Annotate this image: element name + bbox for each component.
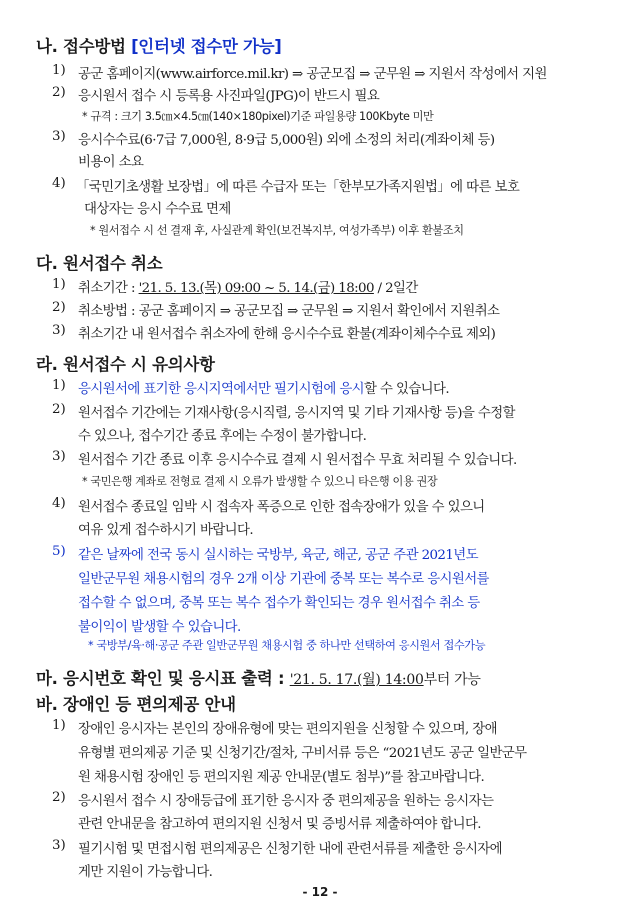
section-title: 라. 원서접수 시 유의사항	[36, 355, 215, 374]
ra-note-3: * 국민은행 계좌로 전형료 결제 시 오류가 발생할 수 있으니 타은행 이용 권장	[82, 475, 438, 488]
section-title: 마. 응시번호 확인 및 응시표 출력 :	[36, 669, 290, 688]
item-number: 2)	[52, 790, 66, 805]
na-note-2: * 규격 : 크기 3.5㎝×4.5㎝(140×180pixel)기준 파일용량 100Kbyte 미만	[82, 110, 434, 123]
section-title: 바. 장애인 등 편의제공 안내	[36, 695, 236, 714]
ra-item-1	[78, 378, 449, 397]
ra-item-3: 원서접수 기간 종료 이후 응시수수료 결제 시 원서접수 무효 처리될 수 있습니다.	[78, 453, 517, 468]
na-item-2: 응시원서 접수 시 등록용 사진파일(JPG)이 반드시 필요	[78, 89, 380, 104]
ra-note-5: * 국방부/육·해·공군 주관 일반군무원 채용시험 중 하나만 선택하여 응시원서 접수가능	[88, 639, 486, 652]
item-number: 2)	[52, 300, 66, 315]
section-heading-da	[36, 250, 626, 274]
na-item-3-line-2: 비용이 소요	[78, 155, 144, 170]
exam-region-warning: 응시원서에 표기한 응시지역에서만 필기시험에 응시	[78, 382, 365, 397]
section-title: 나. 접수방법	[36, 37, 132, 56]
page-number: - 12 -	[302, 885, 338, 899]
na-item-4-line-1: 「국민기초생활 보장법」에 따른 수급자 또는「한부모가족지원법」에 따른 보호	[76, 180, 520, 195]
na-item-4-line-2: 대상자는 응시 수수료 면제	[84, 202, 231, 217]
ba-item-1-line-1: 장애인 응시자는 본인의 장애유형에 맞는 편의지원을 신청할 수 있으며, 장애	[78, 722, 497, 737]
ra-item-5-line-4: 불이익이 발생할 수 있습니다.	[78, 620, 241, 635]
section-title: 다. 원서접수 취소	[36, 254, 163, 273]
internet-only-note: [인터넷 접수만 가능]	[131, 37, 282, 56]
item-number: 1)	[52, 378, 66, 393]
na-item-3-line-1: 응시수수료(6·7급 7,000원, 8·9급 5,000원) 외에 소정의 처리(계좌이체 등)	[78, 133, 495, 148]
item-number: 1)	[52, 718, 66, 733]
ra-item-1-rest: 할 수 있습니다.	[364, 382, 449, 397]
cancel-period-label: 취소기간 :	[78, 281, 139, 296]
ra-item-2-line-1: 원서접수 기간에는 기재사항(응시직렬, 응시지역 및 기타 기재사항 등)을 수정할	[78, 406, 515, 421]
ra-item-4-line-2: 여유 있게 접수하시기 바랍니다.	[78, 523, 253, 538]
cancel-days: / 2일간	[373, 281, 418, 296]
item-number: 1)	[52, 63, 66, 78]
item-number: 2)	[52, 402, 66, 417]
ra-item-5-line-3: 접수할 수 없으며, 중복 또는 복수 접수가 확인되는 경우 원서접수 취소 등	[78, 596, 480, 611]
item-number: 3)	[52, 129, 66, 144]
item-number: 5)	[52, 544, 66, 559]
item-number: 2)	[52, 85, 66, 100]
ra-item-4-line-1: 원서접수 종료일 임박 시 접속자 폭증으로 인한 접속장애가 있을 수 있으니	[78, 500, 485, 515]
item-number: 3)	[52, 838, 66, 853]
item-number: 3)	[52, 323, 66, 338]
item-number: 3)	[52, 449, 66, 464]
ra-item-5-line-2: 일반군무원 채용시험의 경우 2개 이상 기관에 중복 또는 복수로 응시원서를	[78, 572, 489, 587]
section-heading-ba	[36, 691, 626, 715]
ba-item-2-line-1: 응시원서 접수 시 장애등급에 표기한 응시자 중 편의제공을 원하는 응시자는	[78, 794, 494, 809]
da-item-1	[78, 277, 418, 296]
ra-item-2-line-2: 수 있으나, 접수기간 종료 후에는 수정이 불가합니다.	[78, 429, 367, 444]
da-item-3: 취소기간 내 원서접수 취소자에 한해 응시수수료 환불(계좌이체수수료 제외)	[78, 327, 496, 342]
ra-item-5-line-1: 같은 날짜에 전국 동시 실시하는 국방부, 육군, 해군, 공군 주관 2021년도	[78, 548, 478, 563]
ba-item-3-line-2: 게만 지원이 가능합니다.	[78, 865, 213, 880]
section-heading-ma	[36, 665, 626, 689]
item-number: 4)	[52, 176, 66, 191]
cancel-period: '21. 5. 13.(목) 09:00 ~ 5. 14.(금) 18:00	[138, 281, 374, 296]
item-number: 1)	[52, 277, 66, 292]
section-heading-ra	[36, 351, 626, 375]
na-item-1: 공군 홈페이지(www.airforce.mil.kr) ⇒ 공군모집 ⇒ 군무원 ⇒ 지원서 작성에서 지원	[78, 67, 547, 82]
da-item-2: 취소방법 : 공군 홈페이지 ⇒ 공군모집 ⇒ 군무원 ⇒ 지원서 확인에서 지원취소	[78, 304, 500, 319]
ba-item-1-line-3: 원 채용시험 장애인 등 편의지원 제공 안내문(별도 첨부)”를 참고바랍니다.	[78, 770, 485, 785]
ticket-print-date: '21. 5. 17.(월) 14:00	[289, 672, 424, 688]
na-note-4: * 원서접수 시 선 결재 후, 사실관계 확인(보건복지부, 여성가족부) 이후 환불조치	[90, 224, 464, 237]
ba-item-2-line-2: 관련 안내문을 참고하여 편의지원 신청서 및 증빙서류 제출하여야 합니다.	[78, 817, 481, 832]
ba-item-1-line-2: 유형별 편의제공 기준 및 신청기간/절차, 구비서류 등은 “2021년도 공군 일반군무	[78, 746, 527, 761]
ba-item-3-line-1: 필기시험 및 면접시험 편의제공은 신청기한 내에 관련서류를 제출한 응시자에	[78, 842, 502, 857]
ticket-print-tail: 부터 가능	[423, 672, 481, 688]
item-number: 4)	[52, 496, 66, 511]
section-heading-na	[36, 33, 626, 57]
